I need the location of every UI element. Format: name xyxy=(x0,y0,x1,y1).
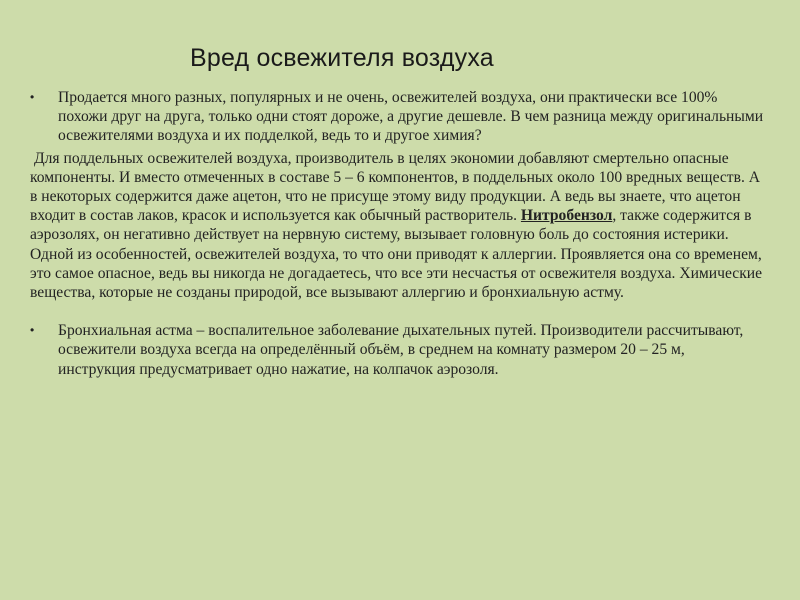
spacer xyxy=(30,302,765,321)
slide-body xyxy=(30,88,765,379)
paragraph-text-after: , также содержится в аэрозолях, он негативно действует на нервную систему, вызывает головную боль до состояния истерики. Одной из особенностей, освежителей воздуха, то что они приводят к аллергии. Проявляется она со временем, это самое опасное, ведь вы никогда не догадаетесь, что все эти несчастья от освежителя воздуха. Химические вещества, которые не созданы природой, все вызывают аллергию и бронхиальную астму. xyxy=(30,207,763,302)
paragraph-text-before: Для поддельных освежителей воздуха, производитель в целях экономии добавляют смертельно опасные компоненты. И вместо отмеченных в составе 5 – 6 компонентов, в поддельных около 100 вредных веществ. А в некоторых содержится даже ацетон, что не присуще этому виду продукции. А ведь вы знаете, что ацетон входит в состав лаков, красок и используется как обычный растворитель. xyxy=(30,149,761,225)
bullet-marker: • xyxy=(30,90,35,104)
bullet-item-1 xyxy=(30,88,765,146)
bullet-marker: • xyxy=(30,323,35,338)
bullet-text-2: Бронхиальная астма – воспалительное заболевание дыхательных путей. Производители рассчитывают, освежители воздуха всегда на определённый объём, в среднем на комнату размером 20 – 25 м, инструкция предусматривает одно нажатие, на колпачок аэрозоля. xyxy=(58,322,744,378)
bullet-text-1: Продается много разных, популярных и не очень, освежителей воздуха, они практически все 100% похожи друг на друга, только одни стоят дороже, а другие дешевле. В чем разница между оригинальными освежителями воздуха и их подделкой, ведь то и другое химия? xyxy=(58,89,764,145)
slide-title: Вред освежителя воздуха xyxy=(190,44,494,72)
bullet-item-2 xyxy=(30,321,765,379)
main-paragraph xyxy=(30,149,765,303)
highlighted-term: Нитробензол xyxy=(520,207,613,225)
